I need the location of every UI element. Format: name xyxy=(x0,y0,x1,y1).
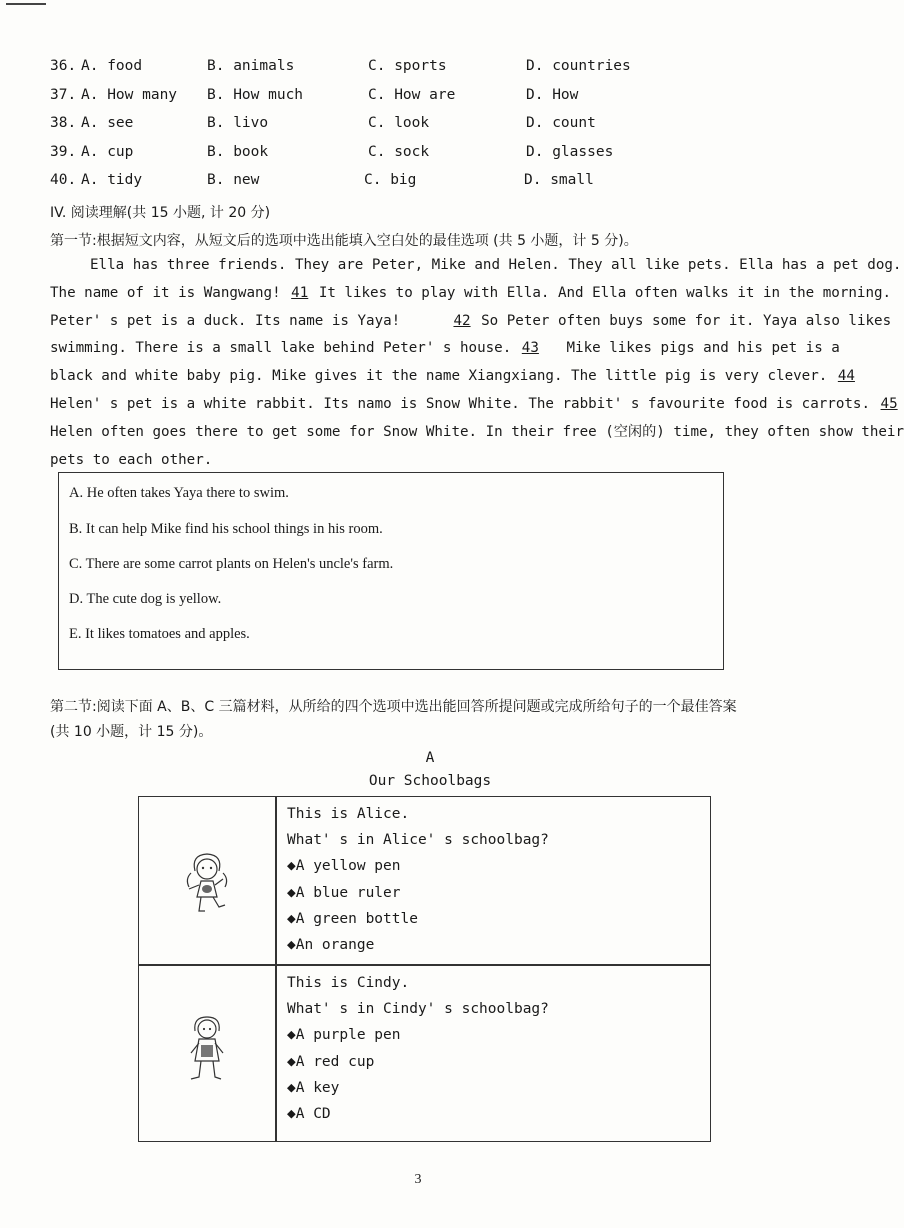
option-d: D. count xyxy=(526,115,596,131)
choice-a: A. He often takes Yaya there to swim. xyxy=(69,485,289,501)
option-d: D. How xyxy=(526,87,579,103)
passage-text: Peter' s pet is a duck. Its name is Yaya! xyxy=(50,312,401,329)
schoolbag-table xyxy=(138,796,711,1142)
list-item: ◆An orange xyxy=(287,936,375,953)
option-c: C. sports xyxy=(368,58,447,74)
passage-line xyxy=(50,308,892,336)
table-divider xyxy=(139,964,710,966)
option-row xyxy=(0,144,867,172)
choice-b: B. It can help Mike find his school things in his room. xyxy=(69,521,383,537)
option-c: C. look xyxy=(368,115,430,131)
passage-line xyxy=(50,391,898,419)
passage-text: black and white baby pig. Mike gives it the name Xiangxiang. The little pig is very clever. xyxy=(50,368,828,385)
passage-line: pets to each other. xyxy=(50,451,213,468)
blank-44: 44 xyxy=(837,368,855,385)
page-number: 3 xyxy=(414,1172,422,1187)
option-row xyxy=(0,87,867,115)
list-item: ◆A green bottle xyxy=(287,910,418,927)
intro-text: This is Cindy. xyxy=(287,975,410,991)
passage-text: It likes to play with Ella. And Ella often walks it in the morning. xyxy=(318,284,892,301)
list-item: ◆A yellow pen xyxy=(287,858,401,875)
passage-text: Mike likes pigs and his pet is a xyxy=(566,340,840,357)
option-b: B. new xyxy=(207,172,260,188)
alice-figure xyxy=(177,849,237,919)
option-c: C. How are xyxy=(368,87,456,103)
option-b: B. animals xyxy=(207,58,295,74)
passage-text: swimming. There is a small lake behind Peter' s house. xyxy=(50,340,512,357)
option-a: A. see xyxy=(81,115,134,131)
passage-text: Helen' s pet is a white rabbit. Its namo is Snow White. The rabbit' s favourite food is carrots. xyxy=(50,395,870,412)
passage-line xyxy=(50,363,855,391)
cindy-figure xyxy=(181,1013,233,1085)
option-b: B. How much xyxy=(207,87,304,103)
option-b: B. book xyxy=(207,144,269,160)
reading-passage xyxy=(50,252,904,474)
question-text: What' s in Alice' s schoolbag? xyxy=(287,832,549,849)
option-c: C. sock xyxy=(368,144,430,160)
choice-d: D. The cute dog is yellow. xyxy=(69,591,222,607)
passage-line: Ella has three friends. They are Peter, Mike and Helen. They all like pets. Ella has a pet dog. xyxy=(90,257,902,273)
section-title: IV. 阅读理解(共 15 小题, 计 20 分) xyxy=(50,205,271,221)
option-d: D. glasses xyxy=(526,144,614,160)
choices-box xyxy=(58,472,724,670)
intro-text: This is Alice. xyxy=(287,806,410,822)
blank-45: 45 xyxy=(880,395,898,412)
passage-text: The name of it is Wangwang! xyxy=(50,284,281,301)
option-row xyxy=(0,172,867,200)
passage-line xyxy=(50,335,840,363)
blank-43: 43 xyxy=(521,340,539,357)
option-a: A. food xyxy=(81,58,143,74)
blank-41: 41 xyxy=(291,284,309,301)
choice-c: C. There are some carrot plants on Helen's uncle's farm. xyxy=(69,556,394,572)
passage-text: So Peter often buys some for it. Yaya also likes xyxy=(481,312,892,329)
option-a: A. How many xyxy=(81,87,178,103)
part1-instruction: 第一节:根据短文内容，从短文后的选项中选出能填入空白处的最佳选项 (共 5 小题，计 5 分)。 xyxy=(50,233,638,249)
alice-cell xyxy=(287,801,549,958)
option-a: A. tidy xyxy=(81,172,143,188)
blank-42: 42 xyxy=(453,312,471,329)
question-number: 39. xyxy=(50,144,77,160)
option-d: D. countries xyxy=(526,58,631,74)
part2-instruction-line1: 第二节:阅读下面 A、B、C 三篇材料，从所给的四个选项中选出能回答所提问题或完成所给句子的一个最佳答案 xyxy=(50,699,737,715)
list-item: ◆A red cup xyxy=(287,1053,375,1070)
material-title: Our Schoolbags xyxy=(368,773,492,789)
list-item: ◆A purple pen xyxy=(287,1027,401,1044)
option-row xyxy=(0,58,867,86)
part2-instruction-line2: (共 10 小题，计 15 分)。 xyxy=(50,724,213,740)
question-number: 40. xyxy=(50,172,77,188)
passage-line: Helen often goes there to get some for Snow White. In their free (空闲的) time, they often show their xyxy=(50,423,904,440)
option-c: C. big xyxy=(364,172,417,188)
option-b: B. livo xyxy=(207,115,269,131)
option-d: D. small xyxy=(524,172,594,188)
passage-line xyxy=(50,280,892,308)
question-number: 36. xyxy=(50,58,77,74)
option-row xyxy=(0,115,867,143)
choice-e: E. It likes tomatoes and apples. xyxy=(69,626,250,642)
material-letter: A xyxy=(425,750,435,766)
option-a: A. cup xyxy=(81,144,134,160)
question-text: What' s in Cindy' s schoolbag? xyxy=(287,1001,549,1018)
question-number: 37. xyxy=(50,87,77,103)
scan-mark xyxy=(6,3,46,5)
question-number: 38. xyxy=(50,115,77,131)
list-item: ◆A CD xyxy=(287,1105,331,1122)
table-divider xyxy=(275,797,277,1141)
list-item: ◆A blue ruler xyxy=(287,884,401,901)
cindy-cell xyxy=(287,970,549,1127)
list-item: ◆A key xyxy=(287,1079,340,1096)
